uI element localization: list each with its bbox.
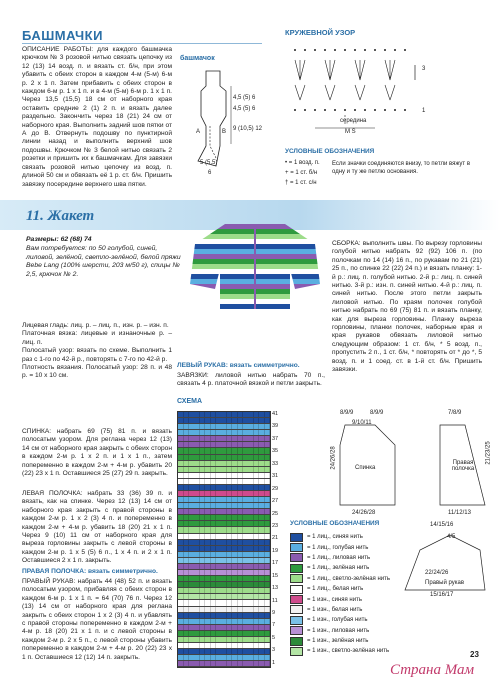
divider	[22, 43, 262, 44]
dim-label: 6	[208, 170, 212, 176]
left-front-text: ЛЕВАЯ ПОЛОЧКА: набрать 33 (36) 39 п. и вязать, как на спинке. Через 12 (13) 14 см от наборного края закрыть с правой стороны в каждом 2-м р. 1 х 2 (3) 4 п. и попеременно в каждом 2-м + 4-м р. убавить 18 (20) 21 х 1 п. Через 9 (10) 11 см от наборного края для выреза горловины закрыть с левой стороны в каждом 2-м р. 1 х 5 (5) 6 п., 1 х 4 п. и 2 х 1 п. Оставшиеся 2 х 1 п. закрыть.	[22, 490, 172, 565]
back-label: 8/9/9	[340, 410, 354, 416]
row-number: 3	[272, 647, 276, 654]
row-number: 35	[272, 448, 279, 455]
row-number: 7	[272, 622, 276, 629]
legend-text: = 1 изн., лиловая нить	[307, 627, 370, 634]
front-label: 7/8/9	[448, 410, 462, 416]
jacket-info	[26, 236, 186, 280]
legend-item	[290, 574, 410, 584]
legend-item	[290, 646, 410, 656]
legend-text: = 1 изн., белая нить	[307, 606, 363, 613]
row-number: 17	[272, 560, 279, 567]
jacket-title: 11. Жакет	[26, 208, 95, 224]
row-number: 27	[272, 498, 279, 505]
color-swatch	[290, 616, 303, 625]
dim-label: A	[196, 129, 201, 135]
row-number: 23	[272, 522, 279, 529]
sleeve-label: 4/5	[447, 534, 456, 540]
color-swatch	[290, 553, 303, 562]
jacket-photo	[185, 214, 325, 314]
row-number: 1	[272, 659, 276, 666]
stripe-row	[178, 661, 270, 667]
row-number: 15	[272, 572, 279, 579]
color-swatch	[290, 533, 303, 542]
photo-stripe	[185, 309, 325, 314]
lace-middle: середина	[340, 118, 367, 124]
shoe-diagram-label: башмачок	[180, 55, 215, 62]
color-swatch	[290, 647, 303, 656]
stripe-chart	[177, 411, 271, 668]
legend-text: = 1 лиц., синяя нить	[307, 534, 363, 541]
sleeve-label: 15/16/17	[430, 592, 454, 598]
row-numbers	[272, 411, 286, 666]
legend-item	[290, 615, 410, 625]
back-label: Спинка	[355, 465, 376, 471]
row-number: 37	[272, 435, 279, 442]
legend-text: = 1 лиц., лиловая нить	[307, 554, 371, 561]
watermark-logo: Страна Мам	[390, 662, 475, 678]
legend-item: + = 1 ст. б/н	[285, 170, 318, 176]
right-front-text: ПРАВАЯ ПОЛОЧКА: вязать симметрично.	[22, 568, 158, 575]
dim-label: 4,5 (5) 6	[233, 106, 256, 112]
page-number: 23	[470, 650, 479, 659]
color-swatch	[290, 626, 303, 635]
legend-item	[290, 532, 410, 542]
dim-label: 4,5 (5) 6	[233, 95, 256, 101]
row-number: 31	[272, 473, 279, 480]
legend-item	[290, 594, 410, 604]
color-swatch	[290, 637, 303, 646]
jacket-materials: Вам потребуется: по 50 голубой, синей, лиловой, зелёной, светло-зелёной, белой пряжи Bebe Lang (100% шерсти, 203 м/50 г), спицы № 2,5, крючок № 2.	[26, 244, 181, 279]
bashmachki-text: ОПИСАНИЕ РАБОТЫ: для каждого башмачка крючком № 3 розовой нитью связать цепочку из 12 (13) 14 возд. п. и вязать ст. б/н, при этом убавить с обеих сторон в каждом 4-м (5-м) 6-м р. 2 х 1 п. Затем прибавить с обеих сторон в каждом 6-м р. 1 х 1 п. и в 4-м (5-м) 6-м р. 1 х 1 п. Через 13,5 (15,5) 18 см от наборного края оставить средние 2 (1) 2 п. и вязать далее раздельно. Закончить через 18 (21) 24 см от наборного края. Выполнить задний шов пятки от А до В. Отвернуть подошву по пунктирной линии назад и выполнить верхний шов подошвы. Крючком № 3 белой нитью связать 2 розетки и пришить их к башмачкам. Для завязки связать розовой нитью цепочку из возд. п. длиной 50 см и обвязать её 1 р. ст. б/н. Пришить завязку посередине верхнего шва пятки.	[22, 46, 172, 188]
dim-label: 5 (5,5)	[200, 160, 218, 166]
lace-title: КРУЖЕВНОЙ УЗОР	[285, 28, 356, 37]
legend-item	[290, 636, 410, 646]
jacket-legend-title: УСЛОВНЫЕ ОБОЗНАЧЕНИЯ	[290, 520, 380, 527]
legend-item	[290, 584, 410, 594]
back-label: 24/26/28	[352, 510, 376, 516]
legend-item	[290, 626, 410, 636]
legend-item	[290, 605, 410, 615]
back-label: 24/26/28	[330, 446, 337, 470]
photo-stripe	[185, 214, 325, 219]
legend-text: = 1 лиц., светло-зелёная нить	[307, 575, 391, 582]
legend-text: = 1 лиц., зелёная нить	[307, 565, 370, 572]
left-sleeve-text: ЛЕВЫЙ РУКАВ: вязать симметрично.	[177, 362, 300, 369]
legend-item	[290, 542, 410, 552]
legend-item: † = 1 ст. с/н	[285, 180, 317, 186]
legend-text: = 1 изн., зелёная нить	[307, 638, 369, 645]
lace-ms: M S	[345, 129, 356, 135]
dim-label: B	[222, 129, 227, 135]
back-text: СПИНКА: набрать 69 (75) 81 п. и вязать полосатым узором. Для реглана через 12 (13) 14 см от наборного края закрыть с обеих сторон в каждом 2-м р. 1 х 2 п. и 1 х 1 п., затем попеременно в каждом 2-м + 4-м р. убавить 20 (22) 23 х 1 п. Оставшиеся 25 (27) 29 п. закрыть.	[22, 428, 172, 478]
legend-text: = 1 изн., синяя нить	[307, 596, 362, 603]
row-number: 25	[272, 510, 279, 517]
row-number: 11	[272, 597, 278, 604]
row-number: 41	[272, 411, 279, 417]
legend-item: • = 1 возд. п.	[285, 160, 320, 166]
jacket-legend	[290, 532, 410, 657]
row-number: 19	[272, 547, 279, 554]
front-label: 21/23/25	[485, 441, 492, 465]
lace-legend-note: Если значки соединяются внизу, то петли вяжут в одну и ту же петлю основания.	[332, 161, 471, 175]
back-label: 8/9/9	[370, 410, 384, 416]
row-number: 13	[272, 585, 279, 592]
color-swatch	[290, 585, 303, 594]
color-swatch	[290, 595, 303, 604]
row-number: 33	[272, 460, 279, 467]
legend-text: = 1 лиц., белая нить	[307, 586, 364, 593]
legend-item	[290, 563, 410, 573]
legend-item	[290, 553, 410, 563]
dim-label: 9 (10,5) 12	[233, 126, 263, 132]
right-sleeve-text: ПРАВЫЙ РУКАВ: набрать 44 (48) 52 п. и вязать полосатым узором, прибавляя с обеих сторон в каждом 6-м р. 1 х 1 п. = 64 (70) 76 п. Через 12 (13) 14 см от наборного края для реглана закрыть с обеих сторон 1 х 2 (3) 4 п. и убавлять с правой стороны попеременно в каждом 2-м + 4-м р. 18 (20) 21 х 1 п. и с левой стороны в каждом 2-м р. 2 х 5 п., с левой стороны убавить попеременно в каждом 2-м + 4-м р. 20 (22) 23 х 1 п. Оставшиеся 12 (12) 14 п. закрыть.	[22, 578, 172, 661]
row-number: 21	[272, 535, 279, 542]
sleeve-label: 14/15/16	[430, 522, 454, 528]
sleeve-label: Правый рукав	[425, 580, 465, 586]
bashmachki-title: БАШМАЧКИ	[22, 28, 103, 43]
schema-title: СХЕМА	[177, 398, 203, 405]
lace-row-1: 1	[422, 108, 426, 114]
jacket-sizes: Размеры: 62 (68) 74	[26, 236, 92, 243]
color-swatch	[290, 605, 303, 614]
row-number: 9	[272, 610, 276, 616]
back-label: 9/10/11	[352, 420, 372, 426]
row-number: 39	[272, 423, 279, 430]
color-swatch	[290, 543, 303, 552]
front-label: Правая полочка	[451, 460, 475, 472]
color-swatch	[290, 574, 303, 583]
lace-row-3: 3	[422, 66, 426, 72]
ties-text: ЗАВЯЗКИ: лиловой нитью набрать 70 п., связать 4 р. платочной вязкой и петли закрыть.	[177, 372, 325, 388]
row-number: 29	[272, 485, 279, 492]
sleeve-label: 22/24/26	[425, 570, 449, 576]
photo-stripe	[185, 219, 325, 224]
front-label: 11/12/13	[448, 510, 471, 516]
legend-text: = 1 изн., голубая нить	[307, 617, 368, 624]
lace-legend-title: УСЛОВНЫЕ ОБОЗНАЧЕНИЯ	[285, 148, 375, 155]
legend-text: = 1 изн., светло-зелёная нить	[307, 648, 390, 655]
stitches-text: Лицевая гладь: лиц. р. – лиц. п., изн. р. – изн. п. Платочная вязка: лицевые и изнаночные р. – лиц. п. Полосатый узор: вязать по схеме. Выполнить 1 раз с 1-го по 42-й р., повторять с 7-го по 42-й р. Плотность вязания. Полосатый узор: 28 п. и 48 р. = 10 х 10 см.	[22, 322, 172, 380]
row-number: 5	[272, 634, 276, 641]
color-swatch	[290, 564, 303, 573]
assembly-text: СБОРКА: выполнить швы. По вырезу горловины голубой нитью набрать 92 (92) 106 п. (по полочкам по 14 (14) 16 п., по рукавам по 21 (21) 25 п., по спинке 22 (22) 24 п.) и вязать планку: 1-й р.: лиц. п. голубой нитью. 2-й р.: лиц. п. синей нитью. 3-й р.: изн. п. синей нитью. 4-й р.: лиц. п. синей нитью. После этого петли закрыть лиловой нитью. По краям полочек голубой нитью набрать по 69 (75) 81 п. и вязать планку, как для выреза горловины. Планку выреза горловины, планки полочек, наборные края и края рукавов обвязать лиловой нитью следующим образом: 1 ст. б/н, * 5 возд. п., пропустить 2 п., 1 ст. б/н, * повторять от * до *, 5 возд. п. и 1 соед. ст. в 1-й ст. б/н. Пришить завязки.	[332, 240, 482, 374]
legend-text: = 1 лиц., голубая нить	[307, 544, 369, 551]
